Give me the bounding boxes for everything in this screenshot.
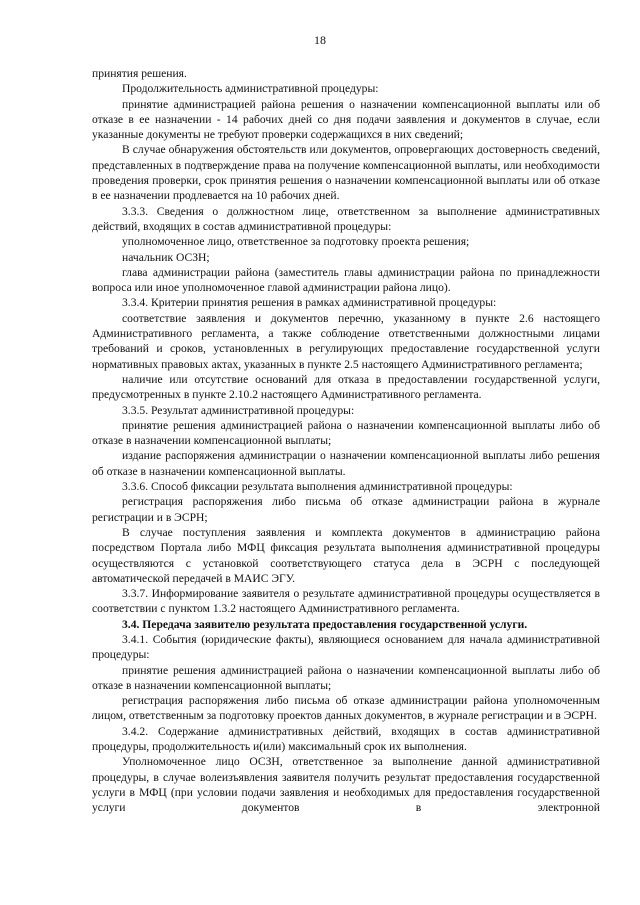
paragraph: 3.3.7. Информирование заявителя о результате административной процедуры осуществляется в соответствии с пунктом 1.3.2 настоящего Административного регламента. (92, 587, 600, 616)
paragraph: принятие администрацией района решения о назначении компенсационной выплаты или об отказе в ее назначении - 14 рабочих дней со дня подачи заявления и документов в случае, если указанные документы не требуют проверки содержащихся в них сведений; (92, 97, 600, 142)
paragraph: 3.3.5. Результат административной процедуры: (122, 403, 355, 417)
paragraph: 3.4.1. События (юридические факты), являющиеся основанием для начала административной процедуры: (92, 632, 600, 662)
paragraph: В случае обнаружения обстоятельств или документов, опровергающих достоверность сведений, представленных в подтверждение права на получение компенсационной выплаты, или необходимости проведения проверки, срок принятия решения о назначении компенсационной выплаты или об отказе в ее назначении продлевается на 10 рабочих дней. (92, 143, 600, 203)
paragraph: Продолжительность административной процедуры: (122, 82, 379, 96)
paragraph: регистрация распоряжения либо письма об отказе администрации района уполномоченным лицом, ответственным за подготовку проектов данных документов, в журнале регистрации и в ЭСРН. (92, 694, 600, 723)
paragraph: уполномоченное лицо, ответственное за подготовку проекта решения; (122, 235, 470, 249)
paragraph: издание распоряжения администрации о назначении компенсационной выплаты либо решения об отказе в назначении компенсационной выплаты. (92, 449, 600, 478)
paragraph: В случае поступления заявления и комплекта документов в администрацию района посредством Портала либо МФЦ фиксация результата выполнения административной процедуры осуществляются с установкой соответствующего статуса дела в ЭСРН с последующей автоматической передачей в МАИС ЭГУ. (92, 525, 600, 585)
paragraph: принятие решения администрацией района о назначении компенсационной выплаты либо об отказе в назначении компенсационной выплаты; (92, 663, 600, 692)
paragraph: принятия решения. (92, 67, 187, 80)
paragraph: соответствие заявления и документов перечню, указанному в пункте 2.6 настоящего Административного регламента, а также соблюдение ответственными должностными лицами требований и сроков, установленных в регулирующих предоставление государственной услуги нормативных правовых актах, указанных в пункте 2.5 настоящего Административного регламента; (92, 311, 600, 371)
paragraph: Уполномоченное лицо ОСЗН, ответственное за выполнение данной административной процедуры, в случае волеизъявления заявителя получить результат предоставления государственной услуги в МФЦ (при условии подачи заявления и необходимых для предоставления государственной услуги документов в электронной (92, 755, 600, 815)
paragraph: 3.3.3. Сведения о должностном лице, ответственном за выполнение административных действий, входящих в состав административной процедуры: (92, 204, 600, 233)
section-heading: 3.4. Передача заявителю результата предоставления государственной услуги. (122, 617, 528, 631)
paragraph: начальник ОСЗН; (122, 250, 210, 264)
paragraph: глава администрации района (заместитель главы администрации района по принадлежности вопроса или иное уполномоченное главой администрации района лицо). (92, 265, 600, 295)
document-body (92, 66, 600, 816)
paragraph: 3.4.2. Содержание административных действий, входящих в состав административной процедуры, продолжительность и(или) максимальный срок их выполнения. (92, 724, 600, 754)
paragraph: регистрация распоряжения либо письма об отказе администрации района в журнале регистрации и в ЭСРН; (92, 495, 600, 524)
paragraph: наличие или отсутствие оснований для отказа в предоставлении государственной услуги, предусмотренных в пункте 2.10.2 настоящего Административного регламента. (92, 372, 600, 402)
paragraph: 3.3.4. Критерии принятия решения в рамках административной процедуры: (122, 296, 497, 310)
paragraph: принятие решения администрацией района о назначении компенсационной выплаты либо об отказе в назначении компенсационной выплаты; (92, 418, 600, 448)
page-number: 18 (314, 33, 326, 47)
paragraph: 3.3.6. Способ фиксации результата выполнения административной процедуры: (122, 480, 513, 494)
